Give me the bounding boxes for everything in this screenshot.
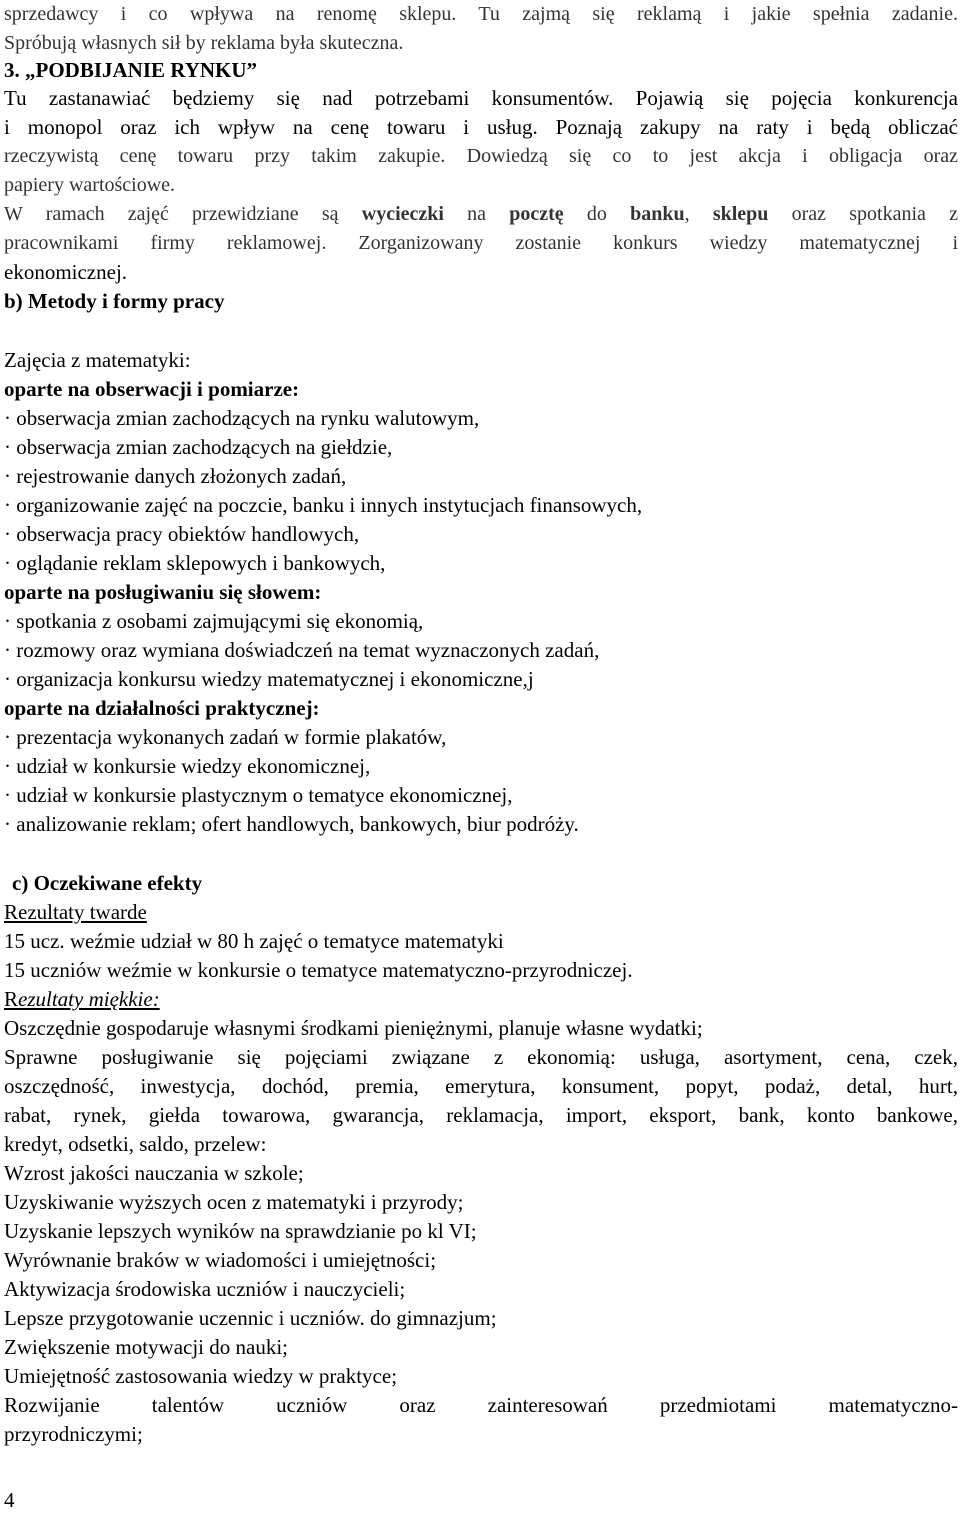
intro-line-1: sprzedawcy i co wpływa na renomę sklepu. Tu zajmą się reklamą i jakie spełnia zadanie. bbox=[4, 3, 958, 25]
keyword-banku: banku bbox=[630, 203, 685, 225]
methods-subtitle: Zajęcia z matematyki: bbox=[4, 348, 191, 372]
soft-result-2-line-3: rabat, rynek, giełda towarowa, gwarancja, reklamacja, import, eksport, bank, konto bankowe, bbox=[4, 1103, 958, 1127]
group-3-item: · analizowanie reklam; ofert handlowych, bankowych, biur podróży. bbox=[4, 812, 579, 836]
result-item: Lepsze przygotowanie uczennic i uczniów. do gimnazjum; bbox=[4, 1306, 497, 1330]
section-3-line-1: Tu zastanawiać będziemy się nad potrzebami konsumentów. Pojawią się pojęcia konkurencja bbox=[4, 86, 958, 110]
result-last-line-1: Rozwijanie talentów uczniów oraz zainteresowań przedmiotami matematyczno- bbox=[4, 1393, 958, 1417]
section-3-line-4: papiery wartościowe. bbox=[4, 174, 176, 196]
section-3-heading: 3. „PODBIJANIE RYNKU” bbox=[4, 58, 258, 82]
effects-heading: c) Oczekiwane efekty bbox=[12, 871, 203, 895]
result-item: Uzyskanie lepszych wyników na sprawdzianie po kl VI; bbox=[4, 1219, 477, 1243]
section-3-line-5: W ramach zajęć przewidziane są wycieczki na pocztę do banku, sklepu oraz spotkania z bbox=[4, 203, 958, 225]
group-2-title: oparte na posługiwaniu się słowem: bbox=[4, 580, 322, 604]
group-3-item: · udział w konkursie wiedzy ekonomicznej, bbox=[4, 754, 371, 778]
keyword-sklepu: sklepu bbox=[712, 203, 769, 225]
group-2-item: · rozmowy oraz wymiana doświadczeń na temat wyznaczonych zadań, bbox=[4, 638, 600, 662]
group-1-item: · organizowanie zajęć na poczcie, banku i innych instytucjach finansowych, bbox=[4, 493, 643, 517]
soft-result-1: Oszczędnie gospodaruje własnymi środkami pieniężnymi, planuje własne wydatki; bbox=[4, 1016, 703, 1040]
group-2-item: · organizacja konkursu wiedzy matematycznej i ekonomiczne,j bbox=[4, 667, 534, 691]
section-3-line-6: pracownikami firmy reklamowej. Zorganizowany zostanie konkurs wiedzy matematycznej i bbox=[4, 232, 958, 254]
group-2-item: · spotkania z osobami zajmującymi się ekonomią, bbox=[4, 609, 424, 633]
hard-result: 15 ucz. weźmie udział w 80 h zajęć o tematyce matematyki bbox=[4, 929, 504, 953]
hard-result: 15 uczniów weźmie w konkursie o tematyce matematyczno-przyrodniczej. bbox=[4, 958, 633, 982]
section-3-line-2: i monopol oraz ich wpływ na cenę towaru i usług. Poznają zakupy na raty i będą obliczać bbox=[4, 115, 958, 139]
group-3-item: · udział w konkursie plastycznym o tematyce ekonomicznej, bbox=[4, 783, 513, 807]
soft-result-2-line-2: oszczędność, inwestycja, dochód, premia, emerytura, konsument, popyt, podaż, detal, hurt, bbox=[4, 1074, 958, 1098]
soft-result-2-line-4: kredyt, odsetki, saldo, przelew: bbox=[4, 1132, 267, 1156]
group-1-item: · obserwacja zmian zachodzących na giełdzie, bbox=[4, 435, 393, 459]
keyword-poczte: pocztę bbox=[509, 203, 564, 225]
group-1-item: · oglądanie reklam sklepowych i bankowych, bbox=[4, 551, 386, 575]
group-1-item: · rejestrowanie danych złożonych zadań, bbox=[4, 464, 347, 488]
group-3-title: oparte na działalności praktycznej: bbox=[4, 696, 320, 720]
page-number: 4 bbox=[4, 1488, 15, 1512]
result-item: Wzrost jakości nauczania w szkole; bbox=[4, 1161, 304, 1185]
group-1-item: · obserwacja pracy obiektów handlowych, bbox=[4, 522, 360, 546]
keyword-wycieczki: wycieczki bbox=[361, 203, 444, 225]
group-3-item: · prezentacja wykonanych zadań w formie plakatów, bbox=[4, 725, 447, 749]
hard-results-title: Rezultaty twarde bbox=[4, 900, 147, 924]
section-3-line-3: rzeczywistą cenę towaru przy takim zakupie. Dowiedzą się co to jest akcja i obligacja oraz bbox=[4, 145, 958, 167]
soft-result-2-line-1: Sprawne posługiwanie się pojęciami związane z ekonomią: usługa, asortyment, cena, czek, bbox=[4, 1045, 958, 1069]
group-1-title: oparte na obserwacji i pomiarze: bbox=[4, 377, 300, 401]
methods-heading: b) Metody i formy pracy bbox=[4, 289, 225, 313]
result-last-line-2: przyrodniczymi; bbox=[4, 1422, 143, 1446]
result-item: Aktywizacja środowiska uczniów i nauczycieli; bbox=[4, 1277, 406, 1301]
group-1-item: · obserwacja zmian zachodzących na rynku walutowym, bbox=[4, 406, 480, 430]
result-item: Uzyskiwanie wyższych ocen z matematyki i przyrody; bbox=[4, 1190, 464, 1214]
soft-results-title: Rezultaty miękkie: bbox=[4, 987, 160, 1011]
intro-line-2: Spróbują własnych sił by reklama była skuteczna. bbox=[4, 32, 404, 54]
result-item: Zwiększenie motywacji do nauki; bbox=[4, 1335, 289, 1359]
result-item: Umiejętność zastosowania wiedzy w praktyce; bbox=[4, 1364, 398, 1388]
section-3-line-7: ekonomicznej. bbox=[4, 260, 128, 284]
result-item: Wyrównanie braków w wiadomości i umiejętności; bbox=[4, 1248, 437, 1272]
